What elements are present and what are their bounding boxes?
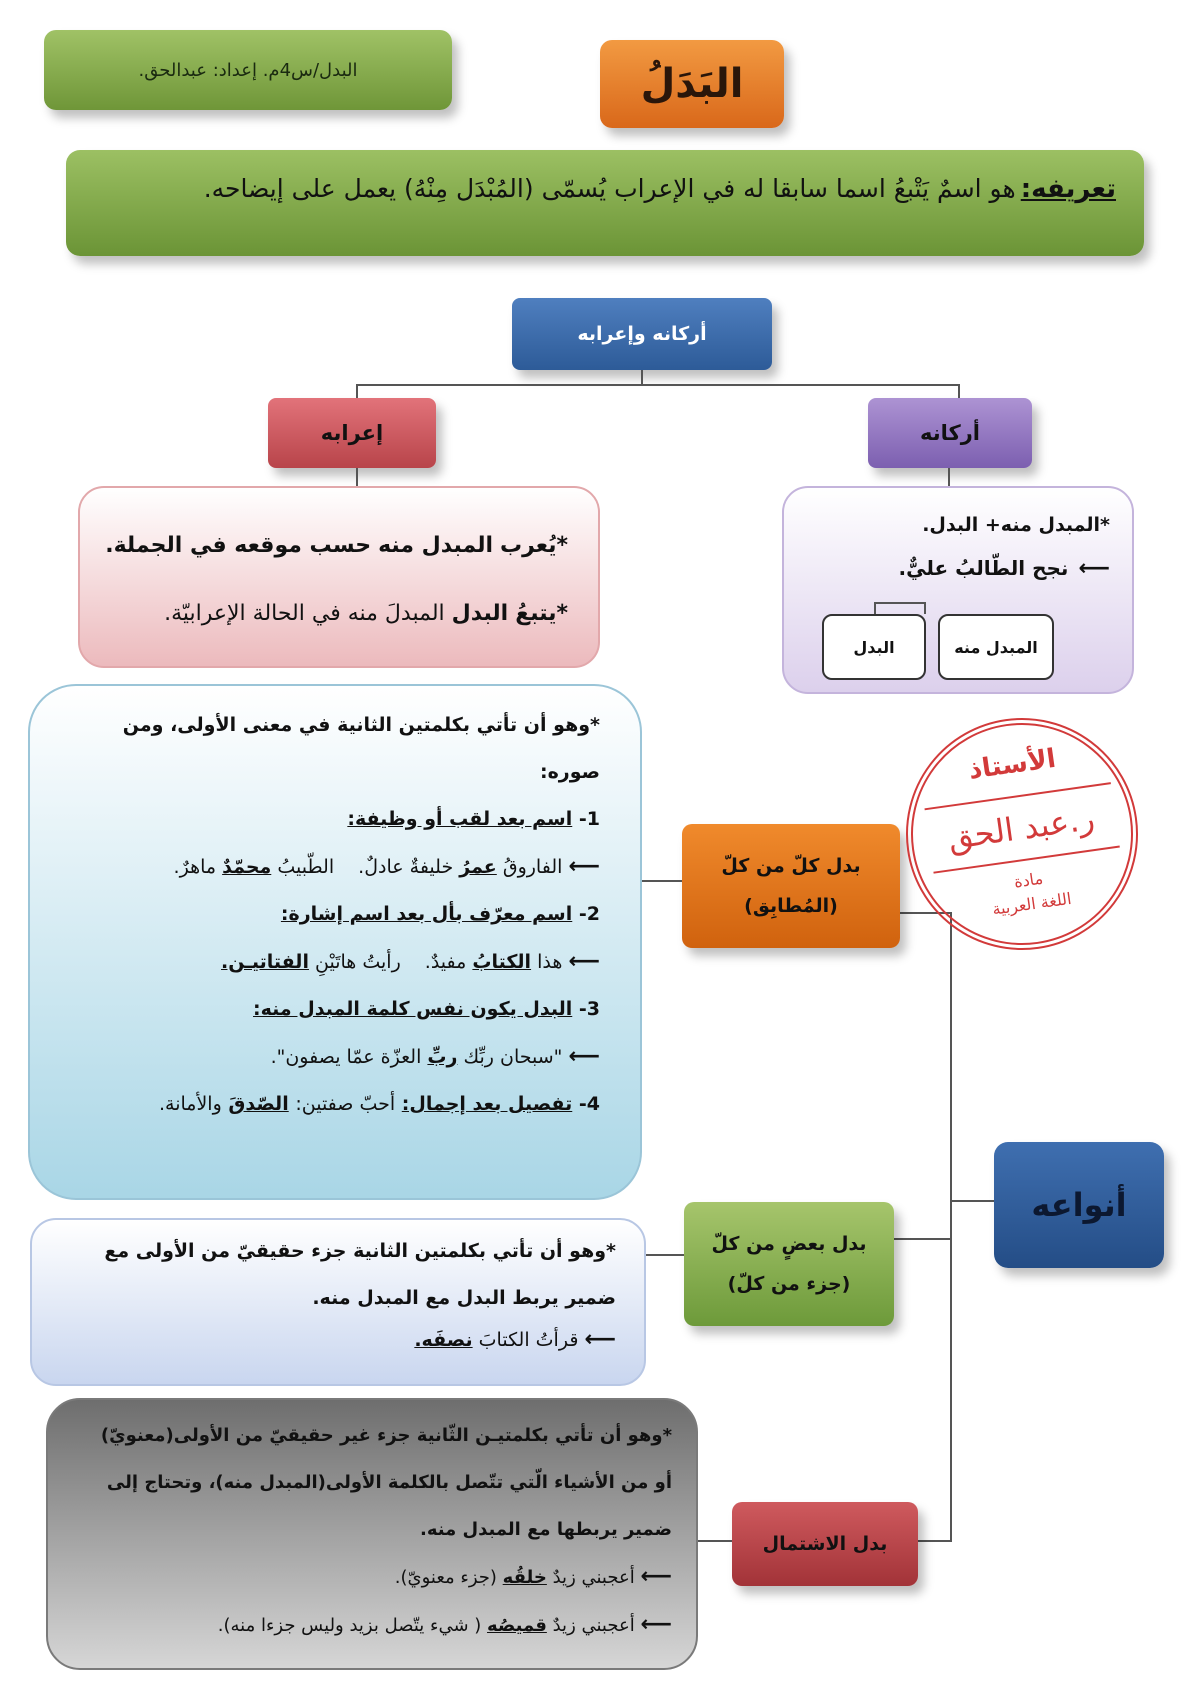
arrow-icon: ⟵	[568, 854, 600, 879]
kull-connector	[642, 880, 682, 882]
tree-connector	[641, 370, 643, 384]
badal-ishtimal-label: بدل الاشتمال	[732, 1502, 918, 1586]
teacher-stamp: الأستاذ ر.عبد الحق مادة اللغة العربية	[891, 703, 1153, 965]
tree-connector	[356, 384, 358, 398]
arrow-icon: ⟵	[640, 1564, 672, 1589]
types-connector	[950, 1200, 994, 1202]
arrow-icon: ⟵	[568, 1044, 600, 1069]
kull-example-1: ⟵ الفاروقُ عمرُ خليفةٌ عادلٌ. الطّبيبُ محمّدٌ ماهرٌ.	[173, 854, 600, 879]
arkan-connector	[874, 602, 876, 614]
definition-label: تعريفه:	[1020, 174, 1116, 204]
tree-root: أركانه وإعرابه	[512, 298, 772, 370]
arkan-mubdal-box: المبدل منه	[938, 614, 1054, 680]
tree-connector	[948, 468, 950, 486]
arrow-icon: ⟵	[568, 949, 600, 974]
kull-item-2: 2- اسم معرّف بأل بعد اسم إشارة:	[280, 903, 600, 925]
arrow-icon: ⟵	[640, 1612, 672, 1637]
badal-kull-label: بدل كلّ من كلّ (المُطابِق)	[682, 824, 900, 948]
baad-example: ⟵ قرأتُ الكتابَ نصفَه.	[414, 1327, 616, 1352]
kull-item-4: 4- تفصيل بعد إجمال: أحبّ صفتين: الصّدقَ والأمانة.	[158, 1093, 600, 1115]
arkan-badal-box: البدل	[822, 614, 926, 680]
tree-connector	[356, 468, 358, 486]
arrow-icon: ⟵	[584, 1327, 616, 1352]
tree-connector	[958, 384, 960, 398]
kull-example-2: ⟵ هذا الكتابُ مفيدٌ. رأيتُ هاتَيْنِ الفتاتيـن.	[221, 949, 600, 974]
author-line: البدل/س4م. إعداد: عبدالحق.	[138, 59, 358, 81]
author-box	[44, 30, 452, 110]
kull-example-3: ⟵ "سبحان ربِّك ربِّ العزّة عمّا يصفون".	[270, 1044, 600, 1069]
types-connector	[918, 1540, 952, 1542]
badal-ishtimal-box: *وهو أن تأتي بكلمتيـن الثّانية جزء غير حقيقيّ من الأولى(معنويّ) أو من الأشياء الّتي تتّصل بالكلمة الأولى(المبدل منه)، وتحتاج إلى ضمير يربطها مع المبدل منه. ⟵ أعجبني زيدٌ خلقُه (جزء معنويّ). ⟵ أعجبني زيدٌ قميصُه ( شيء يتّصل بزيد وليس جزءا منه).	[46, 1398, 698, 1670]
arrow-icon: ⟵	[1078, 556, 1110, 581]
title-box	[600, 40, 784, 128]
irab-line-2: *يتبعُ البدل المبدلَ منه في الحالة الإعرابيّة.	[164, 601, 568, 626]
types-connector	[950, 912, 952, 1540]
kull-item-3: 3- البدل يكون نفس كلمة المبدل منه:	[253, 998, 600, 1020]
ishtimal-connector	[696, 1540, 732, 1542]
types-title-box: أنواعه	[994, 1142, 1164, 1268]
kull-item-1: 1- اسم بعد لقب أو وظيفة:	[347, 808, 600, 830]
page-title: البَدَلُ	[640, 61, 744, 107]
ishtimal-example-1: ⟵ أعجبني زيدٌ خلقُه (جزء معنويّ).	[394, 1564, 672, 1589]
baad-connector	[646, 1254, 684, 1256]
arkan-example-row	[794, 556, 1110, 580]
arkan-label: أركانه	[868, 398, 1032, 468]
irab-line-1: *يُعرب المبدل منه حسب موقعه في الجملة.	[105, 533, 568, 558]
irab-label: إعرابه	[268, 398, 436, 468]
arkan-example: نجح الطّالبُ عليٌّ.	[898, 556, 1069, 580]
irab-box	[78, 486, 600, 668]
arkan-line-1: *المبدل منه+ البدل.	[922, 514, 1110, 536]
tree-connector	[356, 384, 958, 386]
definition-text: هو اسمٌ يَتْبعُ اسما سابقا له في الإعراب يُسمّى (المُبْدَل مِنْهُ) يعمل على إيضاحه.	[203, 174, 1016, 203]
badal-baad-label: بدل بعضٍ من كلّ (جزء من كلّ)	[684, 1202, 894, 1326]
badal-baad-box: *وهو أن تأتي بكلمتين الثانية جزء حقيقيّ من الأولى مع ضمير يربط البدل مع المبدل منه. ⟵ قرأتُ الكتابَ نصفَه.	[30, 1218, 646, 1386]
ishtimal-example-2: ⟵ أعجبني زيدٌ قميصُه ( شيء يتّصل بزيد وليس جزءا منه).	[217, 1612, 672, 1637]
types-connector	[894, 1238, 950, 1240]
arkan-connector	[874, 602, 926, 604]
badal-kull-box: *وهو أن تأتي بكلمتين الثانية في معنى الأولى، ومن صوره: 1- اسم بعد لقب أو وظيفة: ⟵ الفاروقُ عمرُ خليفةٌ عادلٌ. الطّبيبُ محمّدٌ ماهرٌ. 2- اسم معرّف بأل بعد اسم إشارة: ⟵ هذا الكتابُ مفيدٌ. رأيتُ هاتَيْنِ الفتاتيـن. 3- البدل يكون نفس كلمة المبدل منه: ⟵ "سبحان ربِّك ربِّ العزّة عمّا يصفون". 4- تفصيل بعد إجمال: أحبّ صفتين: الصّدقَ والأمانة.	[28, 684, 642, 1200]
definition-band	[66, 150, 1144, 256]
